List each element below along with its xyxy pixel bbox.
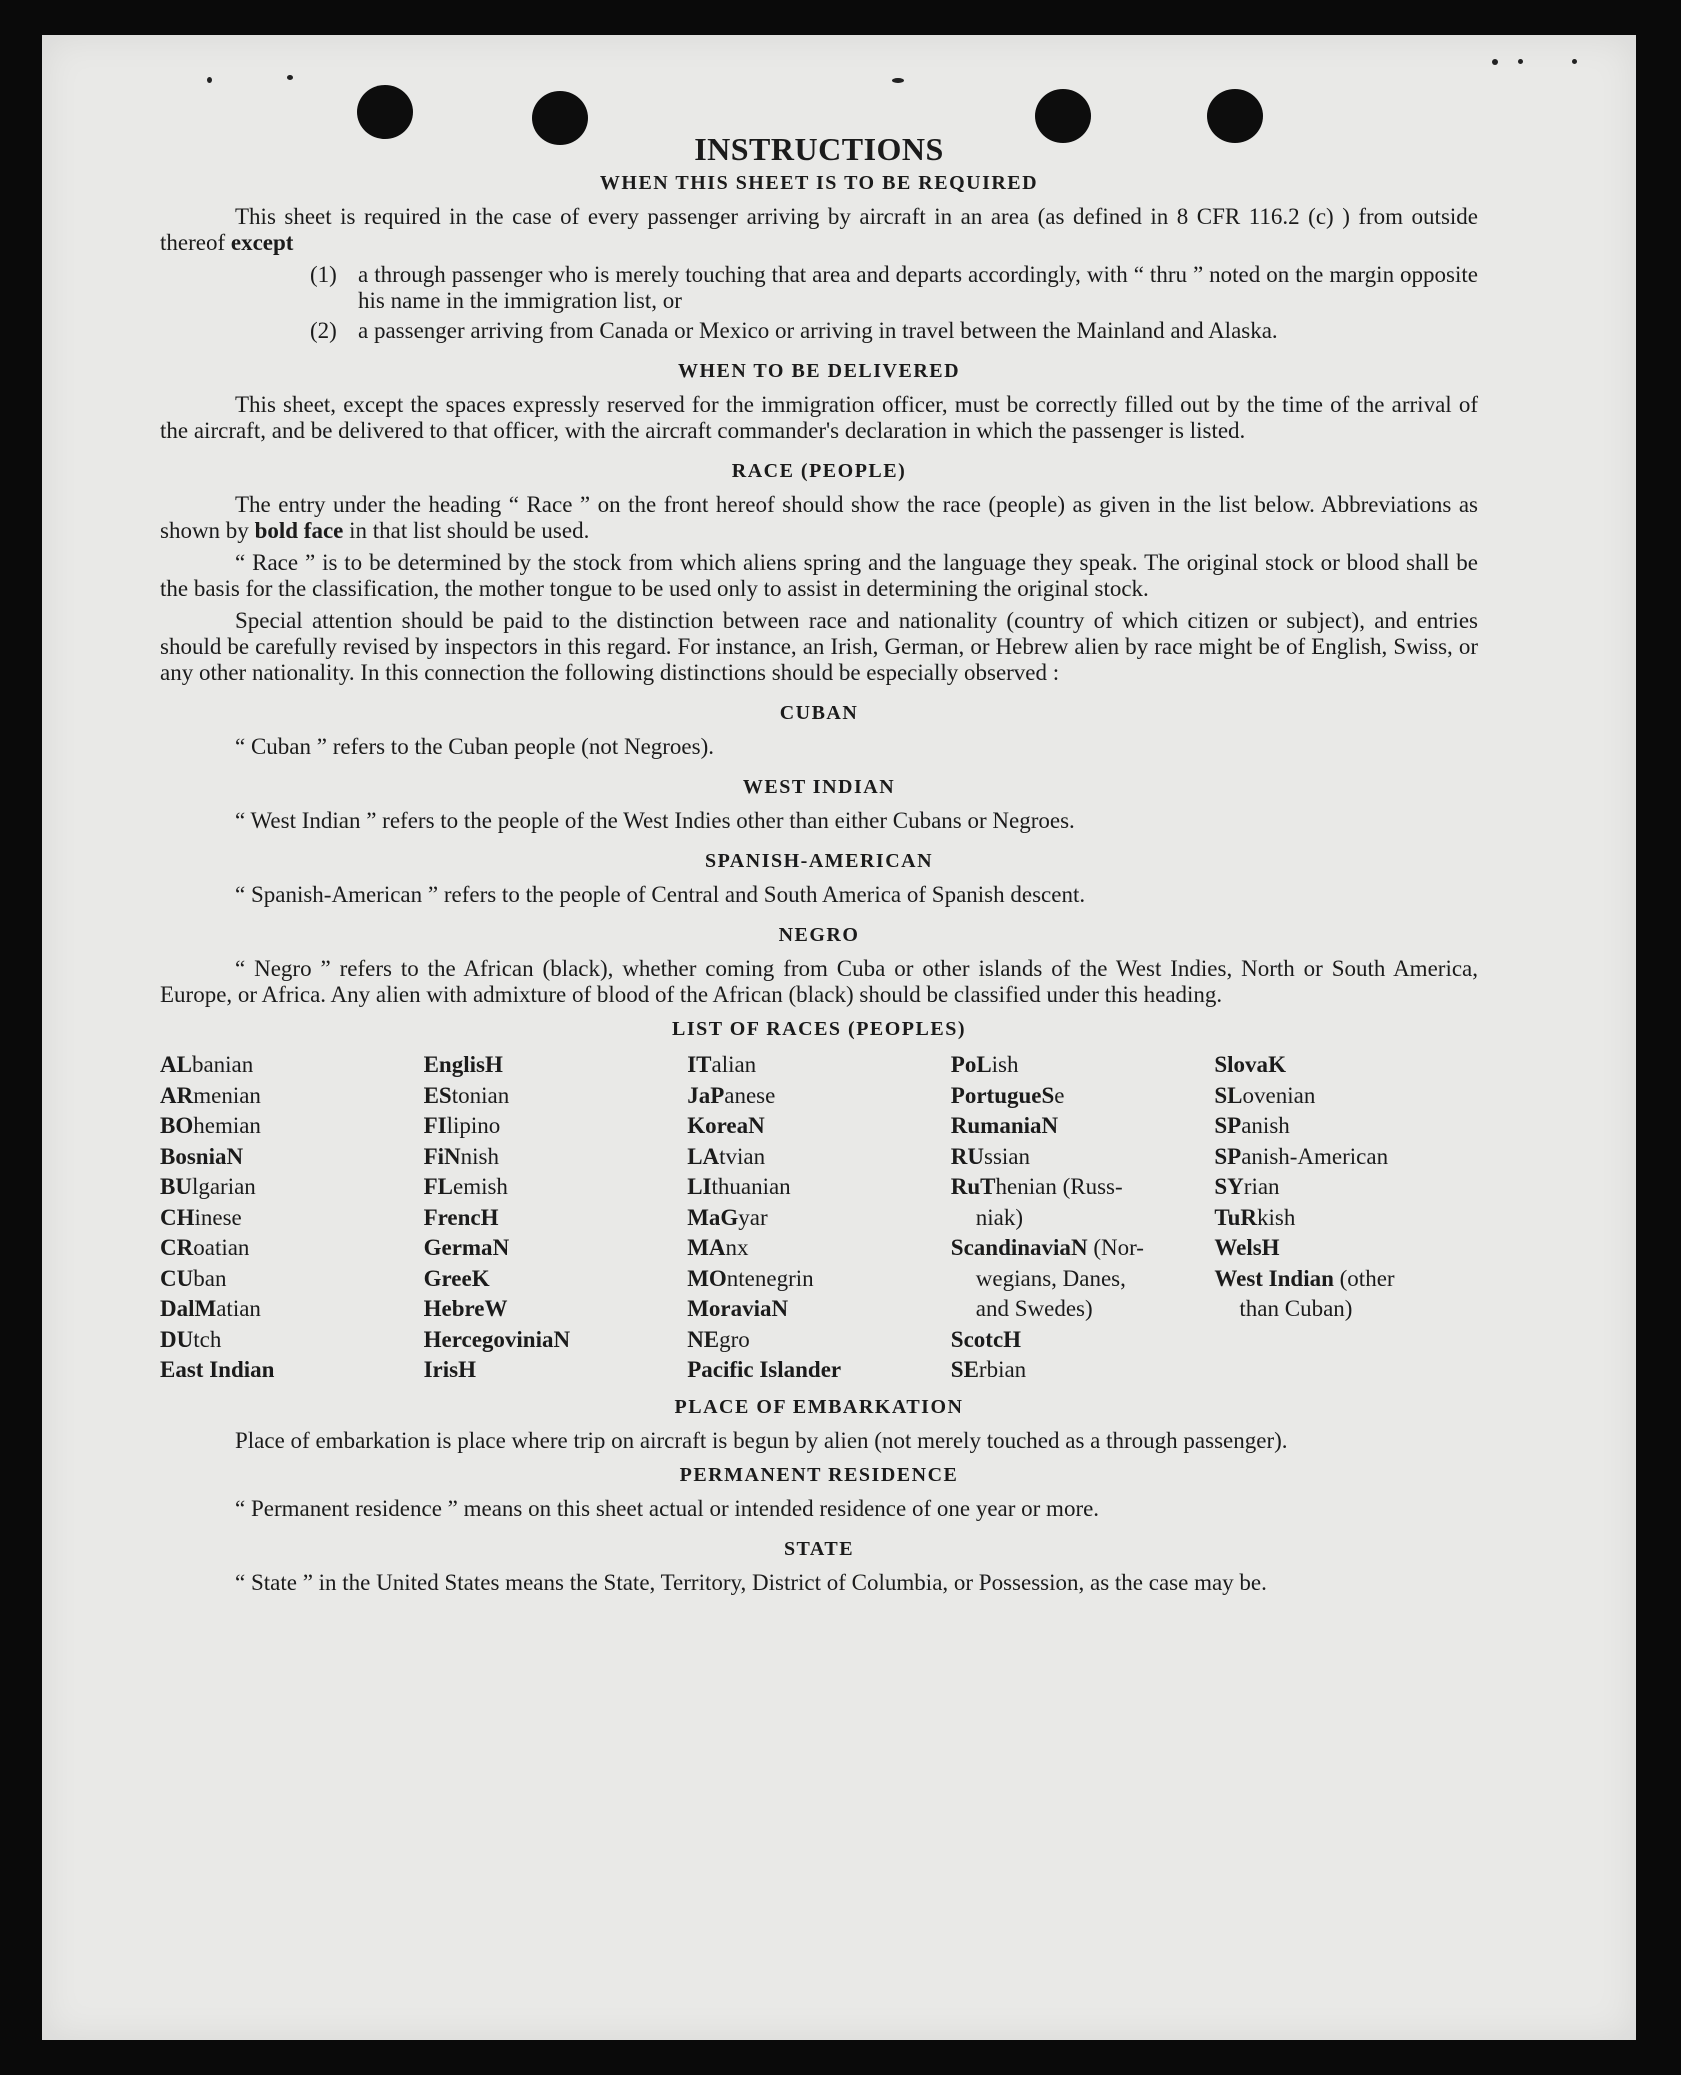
races-column — [687, 1050, 951, 1386]
when-required-intro: This sheet is required in the case of every passenger arriving by aircraft in an area (as defined in 8 CFR 116.2 (c) ) from outside thereof except — [160, 204, 1478, 255]
race-entry: CHinese — [160, 1204, 242, 1230]
race-entry: SlovaK — [1214, 1052, 1286, 1077]
race-entry: JaPanese — [687, 1082, 776, 1108]
race-entry: CRoatian — [160, 1235, 250, 1260]
race-entry: HercegoviniaN — [423, 1326, 571, 1352]
races-column — [1214, 1050, 1478, 1386]
race-entry: FiNnish — [423, 1143, 500, 1169]
race-entry: HebreW — [423, 1296, 508, 1321]
race-entry: MaGyar — [687, 1204, 768, 1230]
race-entry-continuation: and Swedes) — [975, 1296, 1093, 1321]
race-entry: ScandinaviaN (Nor- — [950, 1235, 1144, 1260]
race-entry: MOntenegrin — [687, 1265, 814, 1291]
race-entry: DUtch — [160, 1326, 222, 1352]
heading-list-of-races: LIST OF RACES (PEOPLES) — [671, 1018, 966, 1040]
race-paragraph-2: “ Race ” is to be determined by the stock from which aliens spring and the language they speak. The original stock or blood shall be the basis for the classification, the mother tongue to be used only to assist in determining the original stock. — [160, 550, 1478, 601]
race-entry: IrisH — [423, 1357, 476, 1382]
races-column — [160, 1050, 424, 1386]
race-entry: SLovenian — [1214, 1082, 1316, 1108]
paper-speck — [892, 78, 904, 83]
permanent-residence-text: “ Permanent residence ” means on this sheet actual or intended residence of one year or more. — [235, 1495, 1100, 1521]
race-paragraph-3: Special attention should be paid to the distinction between race and nationality (country of which citizen or subject), and entries should be carefully revised by inspectors in this regard. For instance, an Irish, German, or Hebrew alien by race might be of English, Swiss, or any other nationality. In this connection the following distinctions should be especially observed : — [160, 608, 1478, 685]
negro-text: “ Negro ” refers to the African (black), whether coming from Cuba or other islands of the West Indies, North or South America, Europe, or Africa. Any alien with admixture of blood of the African (black) should be classified under this heading. — [160, 956, 1478, 1007]
race-entry: RUssian — [950, 1143, 1031, 1169]
place-of-embarkation-text: Place of embarkation is place where trip on aircraft is begun by alien (not merely touched as a through passenger). — [235, 1427, 1288, 1453]
races-column — [951, 1050, 1215, 1386]
race-entry-continuation: than Cuban) — [1239, 1296, 1353, 1321]
race-entry: West Indian (other — [1214, 1265, 1395, 1291]
race-entry: KoreaN — [687, 1113, 765, 1138]
race-entry: BUlgarian — [160, 1174, 256, 1199]
race-entry: ScotcH — [950, 1326, 1022, 1352]
race-entry: NEgro — [687, 1326, 750, 1352]
instructions-content — [160, 128, 1478, 1602]
cuban-text: “ Cuban ” refers to the Cuban people (not Negroes). — [235, 734, 715, 759]
race-entry: LAtvian — [687, 1143, 766, 1169]
heading-state: STATE — [783, 1537, 855, 1560]
race-entry: PortugueSe — [950, 1082, 1065, 1108]
paper-speck — [1492, 59, 1498, 65]
state-text: “ State ” in the United States means the State, Territory, District of Columbia, or Possession, as the case may be. — [235, 1569, 1267, 1595]
race-entry: Pacific Islander — [687, 1357, 842, 1382]
race-entry: ITalian — [687, 1052, 757, 1077]
race-entry-continuation: niak) — [975, 1204, 1024, 1230]
heading-cuban: CUBAN — [779, 702, 859, 724]
race-entry: ARmenian — [160, 1082, 261, 1108]
west-indian-text: “ West Indian ” refers to the people of the West Indies other than either Cubans or Negroes. — [235, 808, 1075, 833]
paper-speck — [1572, 59, 1577, 64]
heading-place-of-embarkation: PLACE OF EMBARKATION — [674, 1395, 964, 1418]
race-entry: SPanish — [1214, 1113, 1290, 1138]
races-list — [160, 1050, 1478, 1386]
race-entry: RuThenian (Russ- — [950, 1174, 1123, 1199]
heading-west-indian: WEST INDIAN — [742, 776, 896, 798]
race-entry: East Indian — [160, 1357, 275, 1382]
race-entry: EStonian — [423, 1082, 510, 1108]
heading-when-delivered: WHEN TO BE DELIVERED — [677, 360, 961, 382]
race-entry: PoLish — [950, 1052, 1019, 1077]
race-entry-continuation: wegians, Danes, — [975, 1265, 1126, 1291]
race-entry: MoraviaN — [687, 1296, 789, 1321]
heading-negro: NEGRO — [778, 924, 860, 946]
race-entry: BOhemian — [160, 1113, 261, 1138]
race-paragraph-1: The entry under the heading “ Race ” on the front hereof should show the race (people) as given in the list below. Abbreviations as shown by bold face in that list should be used. — [160, 492, 1478, 543]
exception-item: (1) a through passenger who is merely touching that area and departs accordingly, with “ thru ” noted on the margin opposite his name in the immigration list, or — [310, 262, 1478, 313]
race-entry: SErbian — [950, 1357, 1027, 1382]
race-entry: RumaniaN — [950, 1113, 1059, 1138]
race-entry: LIthuanian — [687, 1174, 791, 1199]
exception-item: (2) a passenger arriving from Canada or Mexico or arriving in travel between the Mainland and Alaska. — [310, 318, 1278, 343]
race-entry: BosniaN — [160, 1143, 244, 1169]
when-delivered-text: This sheet, except the spaces expressly reserved for the immigration officer, must be correctly filled out by the time of the arrival of the aircraft, and be delivered to that officer, with the aircraft commander's declaration in which the passenger is listed. — [160, 392, 1478, 443]
race-entry: GreeK — [423, 1265, 490, 1291]
heading-spanish-american: SPANISH-AMERICAN — [704, 850, 934, 872]
heading-permanent-residence: PERMANENT RESIDENCE — [679, 1463, 959, 1486]
paper-speck — [287, 75, 293, 80]
race-entry: MAnx — [687, 1235, 749, 1260]
race-entry: CUban — [160, 1265, 227, 1291]
heading-when-required: WHEN THIS SHEET IS TO BE REQUIRED — [599, 172, 1039, 194]
race-entry: GermaN — [423, 1235, 510, 1260]
spanish-american-text: “ Spanish-American ” refers to the people of Central and South America of Spanish descent. — [235, 882, 1086, 907]
race-entry: FIlipino — [423, 1113, 501, 1138]
race-entry: DalMatian — [160, 1296, 261, 1321]
race-entry: TuRkish — [1214, 1204, 1296, 1230]
paper-speck — [1518, 59, 1523, 64]
race-entry: ALbanian — [160, 1052, 254, 1077]
paper-speck — [207, 77, 212, 83]
race-entry: SYrian — [1214, 1174, 1280, 1199]
race-entry: WelsH — [1214, 1235, 1280, 1260]
race-entry: EnglisH — [423, 1052, 503, 1077]
race-entry: FLemish — [423, 1174, 508, 1199]
page-title: INSTRUCTIONS — [694, 131, 944, 167]
races-column — [424, 1050, 688, 1386]
race-entry: SPanish-American — [1214, 1143, 1389, 1169]
heading-race: RACE (PEOPLE) — [731, 460, 907, 482]
race-entry: FrencH — [423, 1204, 499, 1230]
